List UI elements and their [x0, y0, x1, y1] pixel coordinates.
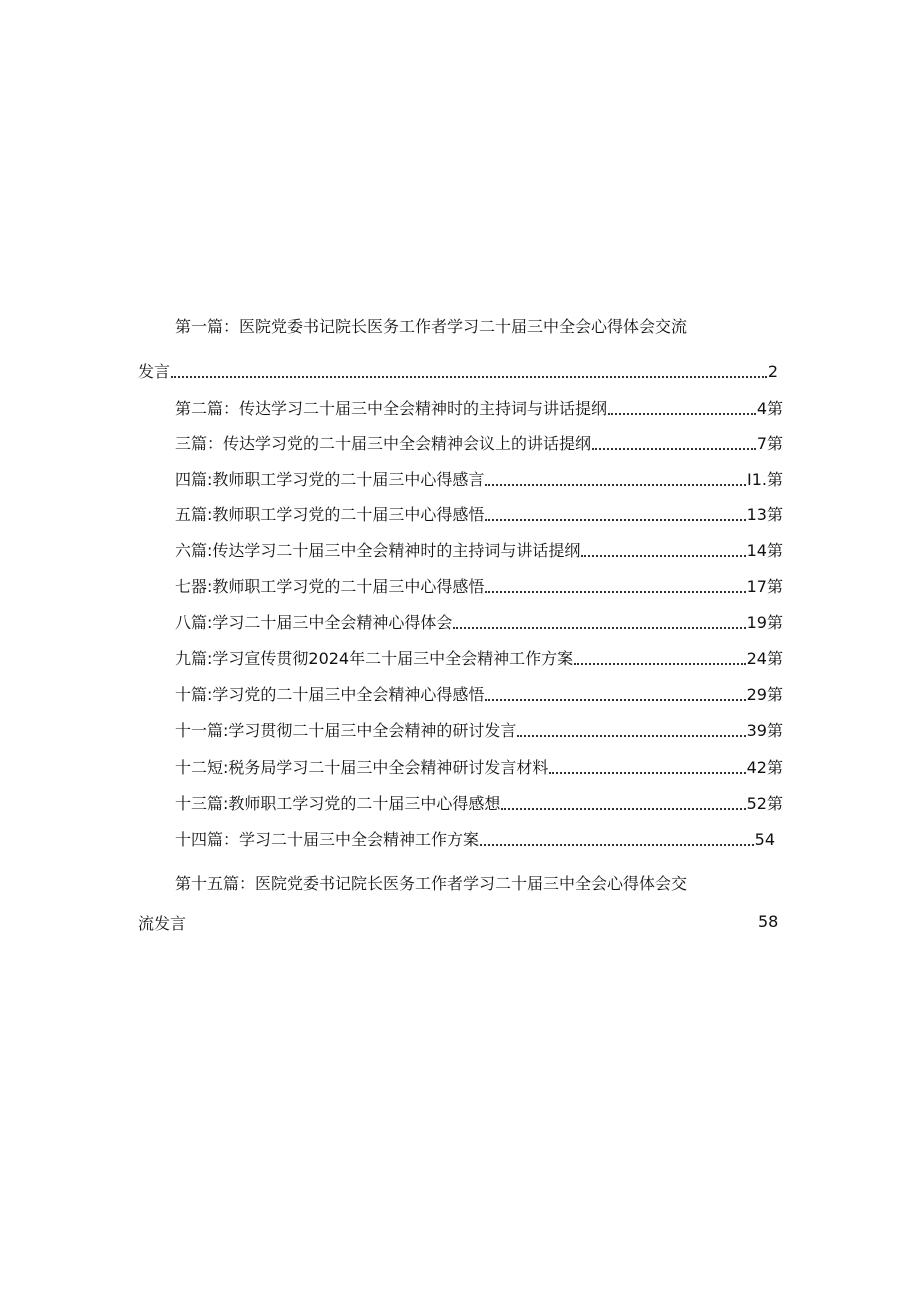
- toc-page-number: 14第: [746, 541, 783, 560]
- toc-page-number: 4第: [756, 399, 783, 418]
- toc-entry-title: 十篇:学习党的二十届三中全会精神心得感悟: [175, 685, 485, 704]
- toc-entry-title: 十二短:税务局学习二十届三中全会精神研讨发言材料: [175, 758, 549, 777]
- dot-leader: [485, 519, 745, 521]
- toc-entry-14[interactable]: [175, 824, 775, 850]
- toc-entry-title: 十四篇：学习二十届三中全会精神工作方案: [175, 830, 480, 849]
- dot-leader: [581, 555, 745, 557]
- dot-leader: [485, 591, 745, 593]
- dot-leader: [501, 808, 745, 810]
- toc-entry-13[interactable]: [175, 788, 783, 814]
- dot-leader: [480, 844, 754, 846]
- toc-entry-title: 三篇：传达学习党的二十届三中全会精神会议上的讲话提纲: [175, 434, 592, 453]
- toc-entry-title: 五篇:教师职工学习党的二十届三中心得感悟: [175, 505, 485, 524]
- dot-leader: [517, 735, 745, 737]
- toc-entry-title: 第二篇：传达学习二十届三中全会精神时的主持词与讲话提纲: [175, 399, 608, 418]
- toc-page-number: 39第: [746, 721, 783, 740]
- dot-leader: [171, 376, 767, 378]
- dot-leader: [485, 484, 746, 486]
- toc-entry-title: 四篇:教师职工学习党的二十届三中心得感言: [175, 470, 485, 489]
- toc-entry-15-line-1[interactable]: 第十五篇：医院党委书记院长医务工作者学习二十届三中全会心得体会交: [175, 874, 688, 893]
- toc-entry-title: 七器:教师职工学习党的二十届三中心得感悟: [175, 577, 485, 596]
- toc-page-number: 7第: [756, 434, 783, 453]
- toc-entry-10[interactable]: [175, 679, 783, 705]
- toc-entry-6[interactable]: [175, 535, 783, 561]
- toc-page-number: 17第: [746, 577, 783, 596]
- toc-entry-5[interactable]: [175, 499, 783, 525]
- dot-leader: [592, 448, 756, 450]
- toc-page-number: 2: [767, 362, 778, 381]
- dot-leader: [485, 699, 745, 701]
- toc-entry-title: 十一篇:学习贯彻二十届三中全会精神的研讨发言: [175, 721, 517, 740]
- toc-entry-15-page-number: 58: [758, 912, 779, 931]
- toc-page-number: 24第: [746, 649, 783, 668]
- toc-entry-15-line-2[interactable]: 流发言: [138, 914, 187, 933]
- toc-entry-1-line-2[interactable]: [138, 356, 778, 382]
- toc-page-number: 42第: [746, 758, 783, 777]
- dot-leader: [453, 627, 745, 629]
- toc-page-number: 54: [754, 830, 775, 849]
- toc-page-number: I1.第: [747, 470, 783, 489]
- dot-leader: [549, 772, 745, 774]
- toc-page-number: 13第: [746, 505, 783, 524]
- toc-entry-9[interactable]: [175, 643, 783, 669]
- toc-entry-4[interactable]: [175, 464, 783, 490]
- toc-entry-11[interactable]: [175, 715, 783, 741]
- toc-page-number: 29第: [746, 685, 783, 704]
- toc-entry-1-line-1: 第一篇：医院党委书记院长医务工作者学习二十届三中全会心得体会交流: [175, 317, 688, 336]
- dot-leader: [608, 413, 756, 415]
- toc-page-number: 19第: [746, 613, 783, 632]
- toc-entry-7[interactable]: [175, 571, 783, 597]
- toc-page-number: 52第: [746, 794, 783, 813]
- toc-entry-title: 发言: [138, 362, 171, 381]
- toc-entry-8[interactable]: [175, 607, 783, 633]
- dot-leader: [574, 663, 746, 665]
- toc-entry-12[interactable]: [175, 752, 783, 778]
- toc-entry-2[interactable]: [175, 393, 783, 419]
- toc-entry-title: 八篇:学习二十届三中全会精神心得体会: [175, 613, 453, 632]
- toc-entry-title: 十三篇:教师职工学习党的二十届三中心得感想: [175, 794, 501, 813]
- toc-entry-title: 六篇:传达学习二十届三中全会精神时的主持词与讲话提纲: [175, 541, 581, 560]
- toc-entry-3[interactable]: [175, 428, 783, 454]
- toc-entry-title: 九篇:学习宣传贯彻2024年二十届三中全会精神工作方案: [175, 649, 574, 668]
